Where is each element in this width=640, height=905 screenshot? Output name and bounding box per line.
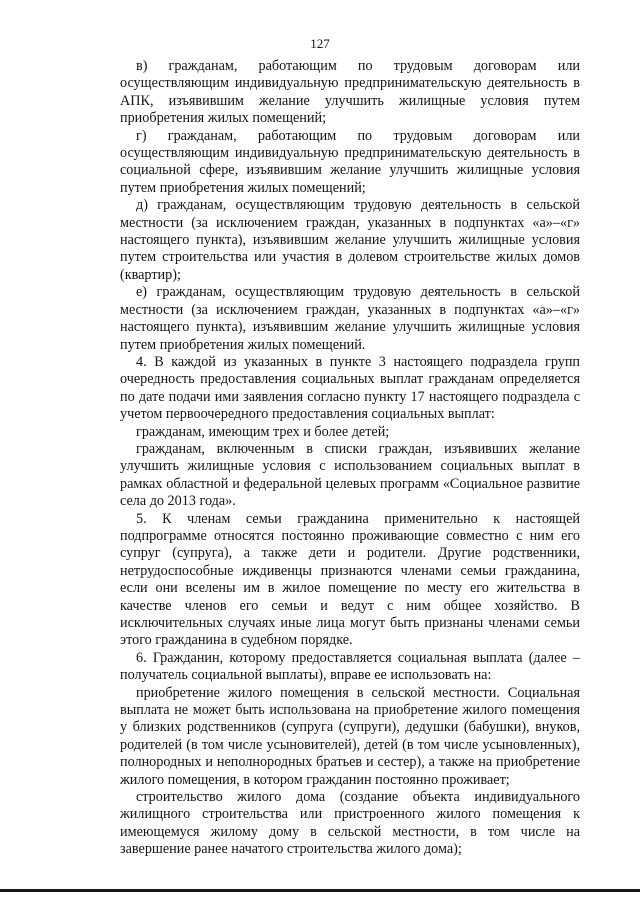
document-body [120,58,580,859]
paragraph-subitem-g: г) гражданам, работающим по трудовым договорам или осуществляющим индивидуальную предпринимательскую деятельность в социальной сфере, изъявившим желание улучшить жилищные условия путем приобретения жилых помещений; [120,127,580,196]
paragraph-item-4: 4. В каждой из указанных в пункте 3 настоящего подраздела групп очередность предоставления социальных выплат гражданам определяется по дате подачи ими заявления согласно пункту 17 настоящего подраздела с учетом первоочередного предоставления социальных выплат: [120,353,580,423]
page-number: 127 [310,36,330,51]
paragraph-subitem-e: е) гражданам, осуществляющим трудовую деятельность в сельской местности (за исключением граждан, указанных в подпунктах «а»–«г» настоящего пункта), изъявившим желание улучшить жилищные условия путем приобретения жилых помещений. [120,284,580,353]
paragraph-subitem-d: д) гражданам, осуществляющим трудовую деятельность в сельской местности (за исключением граждан, указанных в подпунктах «а»–«г» настоящего пункта), изъявившим желание улучшить жилищные условия путем строительства или участия в долевом строительстве жилых домов (квартир); [120,197,580,283]
paragraph-priority-large-families: гражданам, имеющим трех и более детей; [136,423,390,440]
paragraph-subitem-v: в) гражданам, работающим по трудовым договорам или осуществляющим индивидуальную предпринимательскую деятельность в АПК, изъявившим желание улучшить жилищные условия путем приобретения жилых помещений; [120,58,580,127]
paragraph-item-6: 6. Гражданин, которому предоставляется социальная выплата (далее – получатель социальной выплаты), вправе ее использовать на: [120,649,580,684]
paragraph-priority-program-lists: гражданам, включенным в списки граждан, изъявивших желание улучшить жилищные условия с использованием социальных выплат в рамках областной и федеральной целевых программ «Социальное развитие села до 2013 года». [120,440,580,510]
paragraph-use-construction: строительство жилого дома (создание объекта индивидуального жилищного строительства или пристроенного жилого помещения к имеющемуся жилому дому в сельской местности, в том числе на завершение ранее начатого строительства жилого дома); [120,789,580,858]
paragraph-use-purchase: приобретение жилого помещения в сельской местности. Социальная выплата не может быть использована на приобретение жилого помещения у близких родственников (супруга (супруги), дедушки (бабушки), внуков, родителей (в том числе усыновителей), детей (в том числе усыновленных), полнородных и неполнородных братьев и сестер), а также на приобретение жилого помещения, в котором гражданин постоянно проживает; [120,684,580,788]
paragraph-item-5: 5. К членам семьи гражданина применительно к настоящей подпрограмме относятся постоянно проживающие совместно с ним его супруг (супруга), а также дети и родители. Другие родственники, нетрудоспособные иждивенцы признаются членами семьи гражданина, если они вселены им в жилое помещение по месту его жительства в качестве членов его семьи и ведут с ним общее хозяйство. В исключительных случаях иные лица могут быть признаны членами семьи этого гражданина в судебном порядке. [120,510,580,649]
bottom-scan-border [0,889,640,892]
